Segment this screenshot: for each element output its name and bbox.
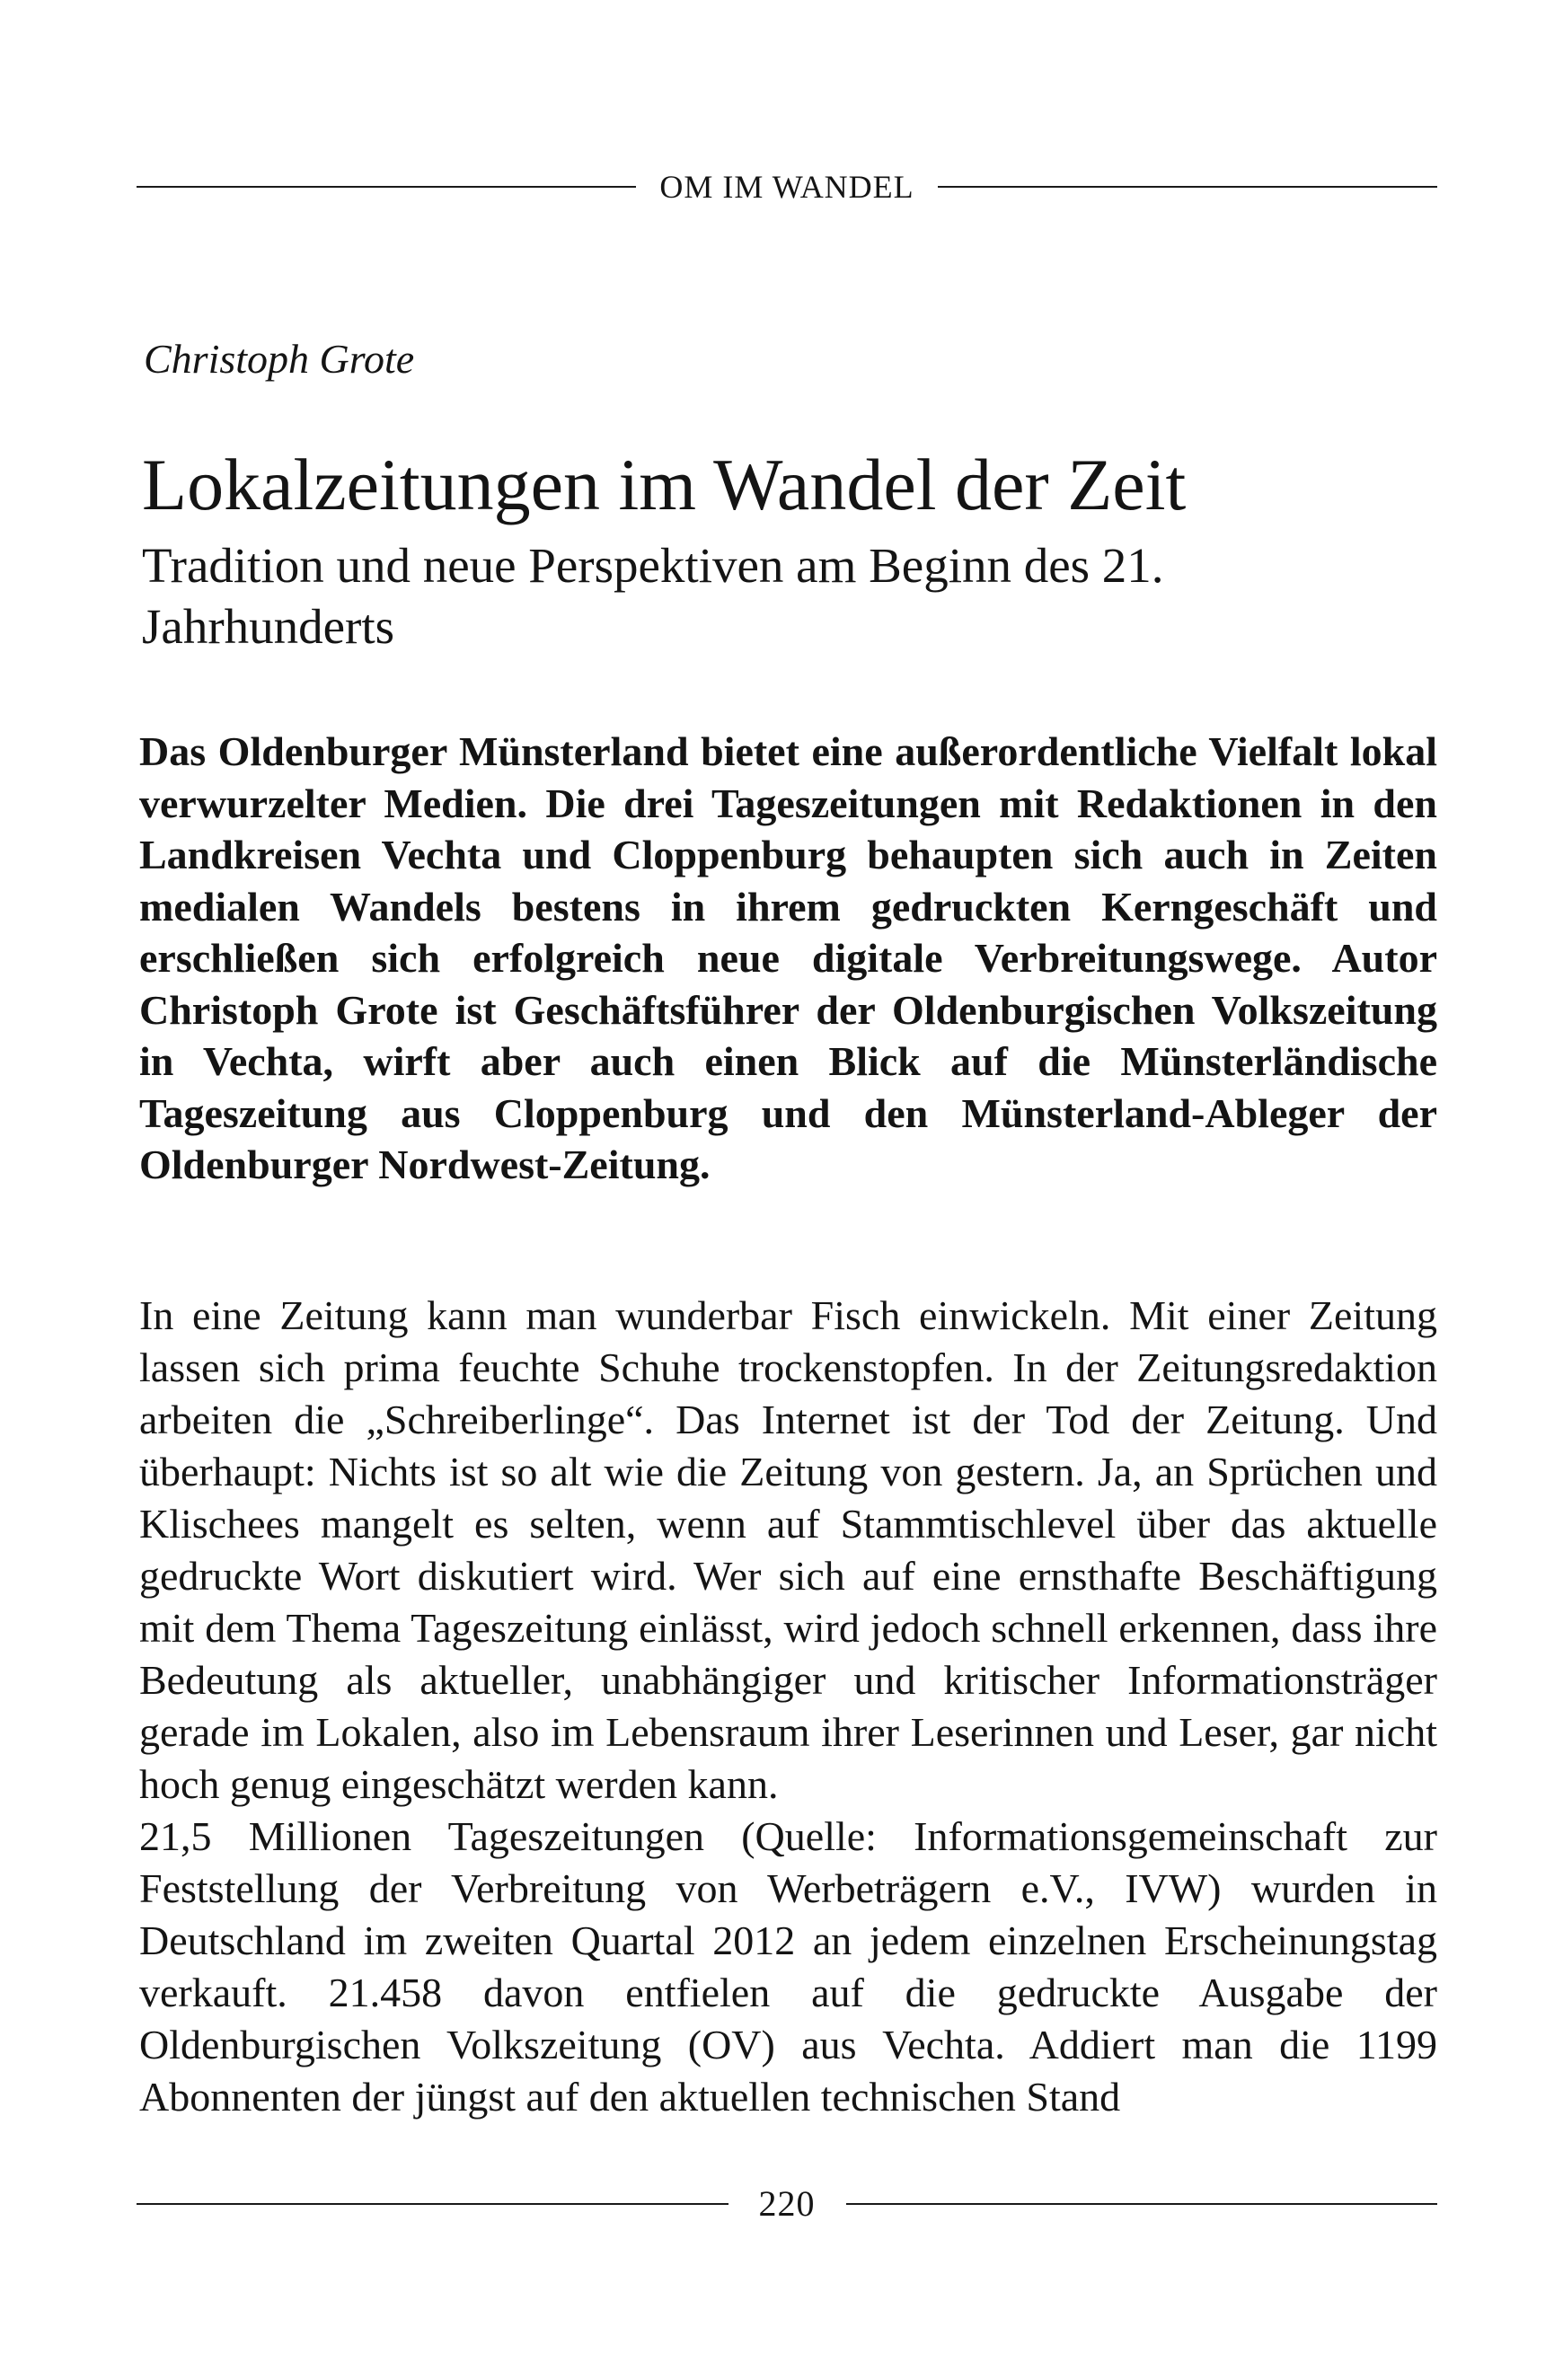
article-body <box>139 1290 1437 2123</box>
page-number: 220 <box>758 2183 816 2224</box>
body-paragraph-2: 21,5 Millionen Tageszeitungen (Quelle: Informationsgemeinschaft zur Feststellung der Verbreitung von Werbeträgern e.V., IVW) wurden in Deutschland im zweiten Quartal 2012 an jedem einzelnen Erscheinungstag verkauft. 21.458 davon entfielen auf die gedruckte Ausgabe der Oldenburgischen Volkszeitung (OV) aus Vechta. Addiert man die 1199 Abonnenten der jüngst auf den aktuellen technischen Stand <box>139 1813 1437 2120</box>
page-footer <box>137 2183 1437 2224</box>
article-author: Christoph Grote <box>144 336 415 382</box>
article-lead: Das Oldenburger Münsterland bietet eine außerordentliche Vielfalt lokal verwurzelter Medien. Die drei Tageszeitungen mit Redaktionen in den Landkreisen Vechta und Cloppenburg behaupten sich auch in Zeiten medialen Wandels bestens in ihrem gedruckten Kerngeschäft und erschließen sich erfolgreich neue digitale Verbreitungswege. Autor Christoph Grote ist Geschäftsführer der Oldenburgischen Volkszeitung in Vechta, wirft aber auch einen Blick auf die Münsterländische Tageszeitung aus Cloppenburg und den Münsterland-Ableger der Oldenburger Nordwest-Zeitung. <box>139 728 1437 1187</box>
footer-rule-left <box>137 2203 729 2205</box>
running-title: OM IM WANDEL <box>659 169 914 205</box>
article-title: Lokalzeitungen im Wandel der Zeit <box>142 444 1187 525</box>
footer-rule-right <box>846 2203 1438 2205</box>
header-rule-left <box>137 186 636 188</box>
article-subtitle: Tradition und neue Perspektiven am Beginn des 21. Jahrhunderts <box>142 538 1164 654</box>
body-paragraph-1: In eine Zeitung kann man wunderbar Fisch einwickeln. Mit einer Zeitung lassen sich prima feuchte Schuhe trockenstopfen. In der Zeitungsredaktion arbeiten die „Schreiberlinge“. Das Internet ist der Tod der Zeitung. Und überhaupt: Nichts ist so alt wie die Zeitung von gestern. Ja, an Sprüchen und Klischees mangelt es selten, wenn auf Stammtischlevel über das aktuelle gedruckte Wort diskutiert wird. Wer sich auf eine ernsthafte Beschäftigung mit dem Thema Tageszeitung einlässt, wird jedoch schnell erkennen, dass ihre Bedeutung als aktueller, unabhängiger und kritischer Informationsträger gerade im Lokalen, also im Lebensraum ihrer Leserinnen und Leser, gar nicht hoch genug eingeschätzt werden kann. <box>139 1292 1437 1807</box>
header-rule-right <box>938 186 1437 188</box>
running-header <box>137 171 1437 203</box>
